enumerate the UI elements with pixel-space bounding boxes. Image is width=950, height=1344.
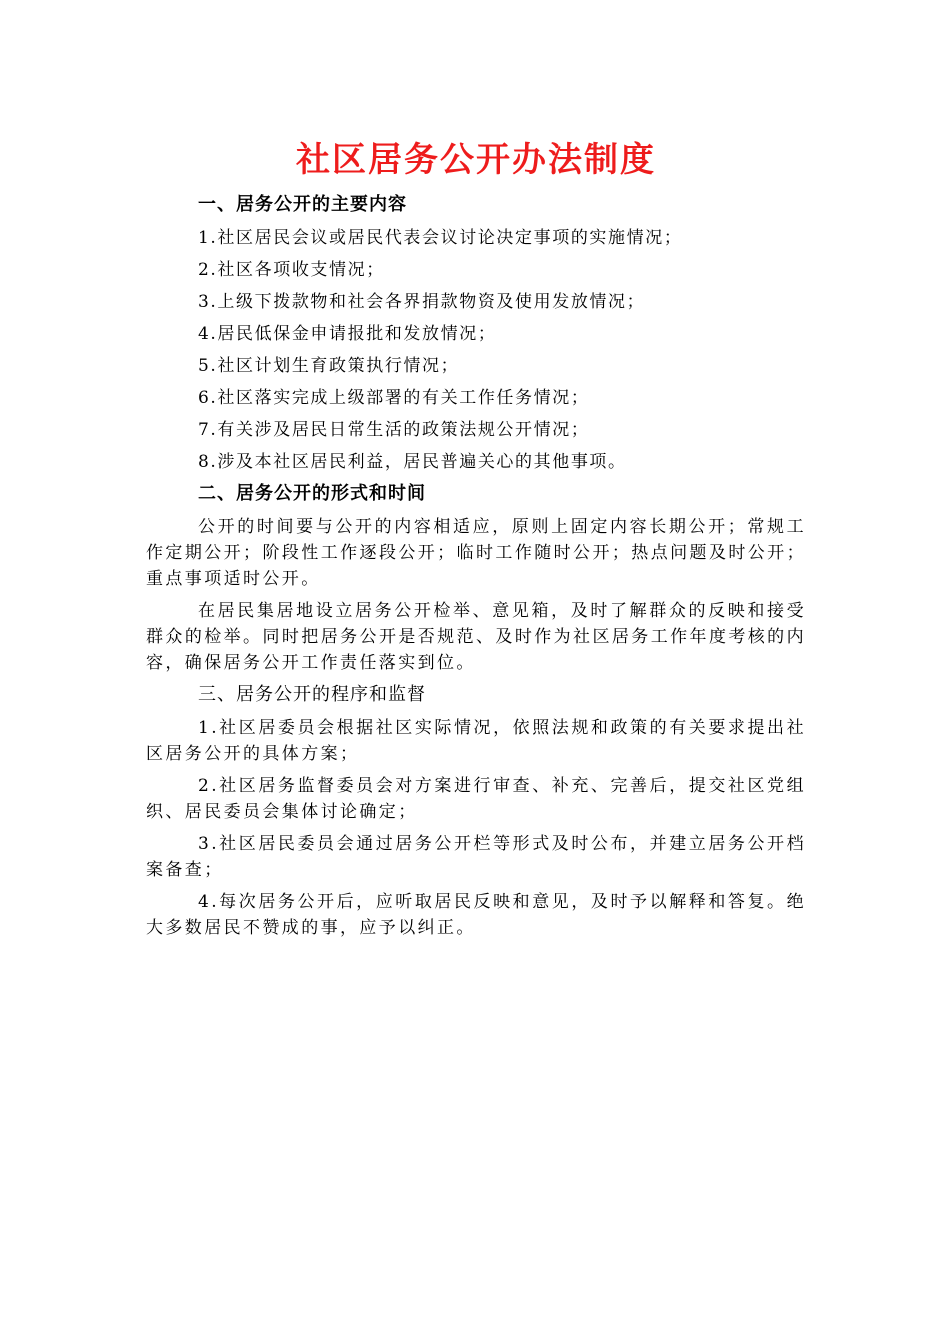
paragraph: 4.每次居务公开后，应听取居民反映和意见，及时予以解释和答复。绝大多数居民不赞成的事，应予以纠正。 (146, 892, 806, 938)
section-heading-main-content: 一、居务公开的主要内容 (198, 194, 407, 215)
paragraph: 1.社区居委员会根据社区实际情况，依照法规和政策的有关要求提出社区居务公开的具体方案； (146, 718, 806, 764)
paragraph: 公开的时间要与公开的内容相适应，原则上固定内容长期公开；常规工作定期公开；阶段性工作逐段公开；临时工作随时公开；热点问题及时公开；重点事项适时公开。 (146, 517, 806, 589)
list-item: 2.社区各项收支情况； (198, 260, 385, 280)
document-title: 社区居务公开办法制度 (296, 140, 656, 180)
paragraph: 2.社区居务监督委员会对方案进行审查、补充、完善后，提交社区党组织、居民委员会集体讨论确定； (146, 776, 806, 822)
section-heading-procedure-and-supervision: 三、居务公开的程序和监督 (198, 684, 426, 705)
section-heading-form-and-time: 二、居务公开的形式和时间 (198, 483, 426, 504)
paragraph: 在居民集居地设立居务公开检举、意见箱，及时了解群众的反映和接受群众的检举。同时把居务公开是否规范、及时作为社区居务工作年度考核的内容，确保居务公开工作责任落实到位。 (146, 601, 806, 673)
list-item: 7.有关涉及居民日常生活的政策法规公开情况； (198, 420, 590, 440)
list-item: 8.涉及本社区居民利益，居民普遍关心的其他事项。 (198, 452, 627, 472)
list-item: 3.上级下拨款物和社会各界捐款物资及使用发放情况； (198, 292, 646, 312)
document-body (146, 188, 806, 947)
list-item: 6.社区落实完成上级部署的有关工作任务情况； (198, 388, 590, 408)
list-item: 5.社区计划生育政策执行情况； (198, 356, 460, 376)
list-item: 1.社区居民会议或居民代表会议讨论决定事项的实施情况； (198, 228, 683, 248)
list-item: 4.居民低保金申请报批和发放情况； (198, 324, 497, 344)
paragraph: 3.社区居民委员会通过居务公开栏等形式及时公布，并建立居务公开档案备查； (146, 834, 806, 880)
